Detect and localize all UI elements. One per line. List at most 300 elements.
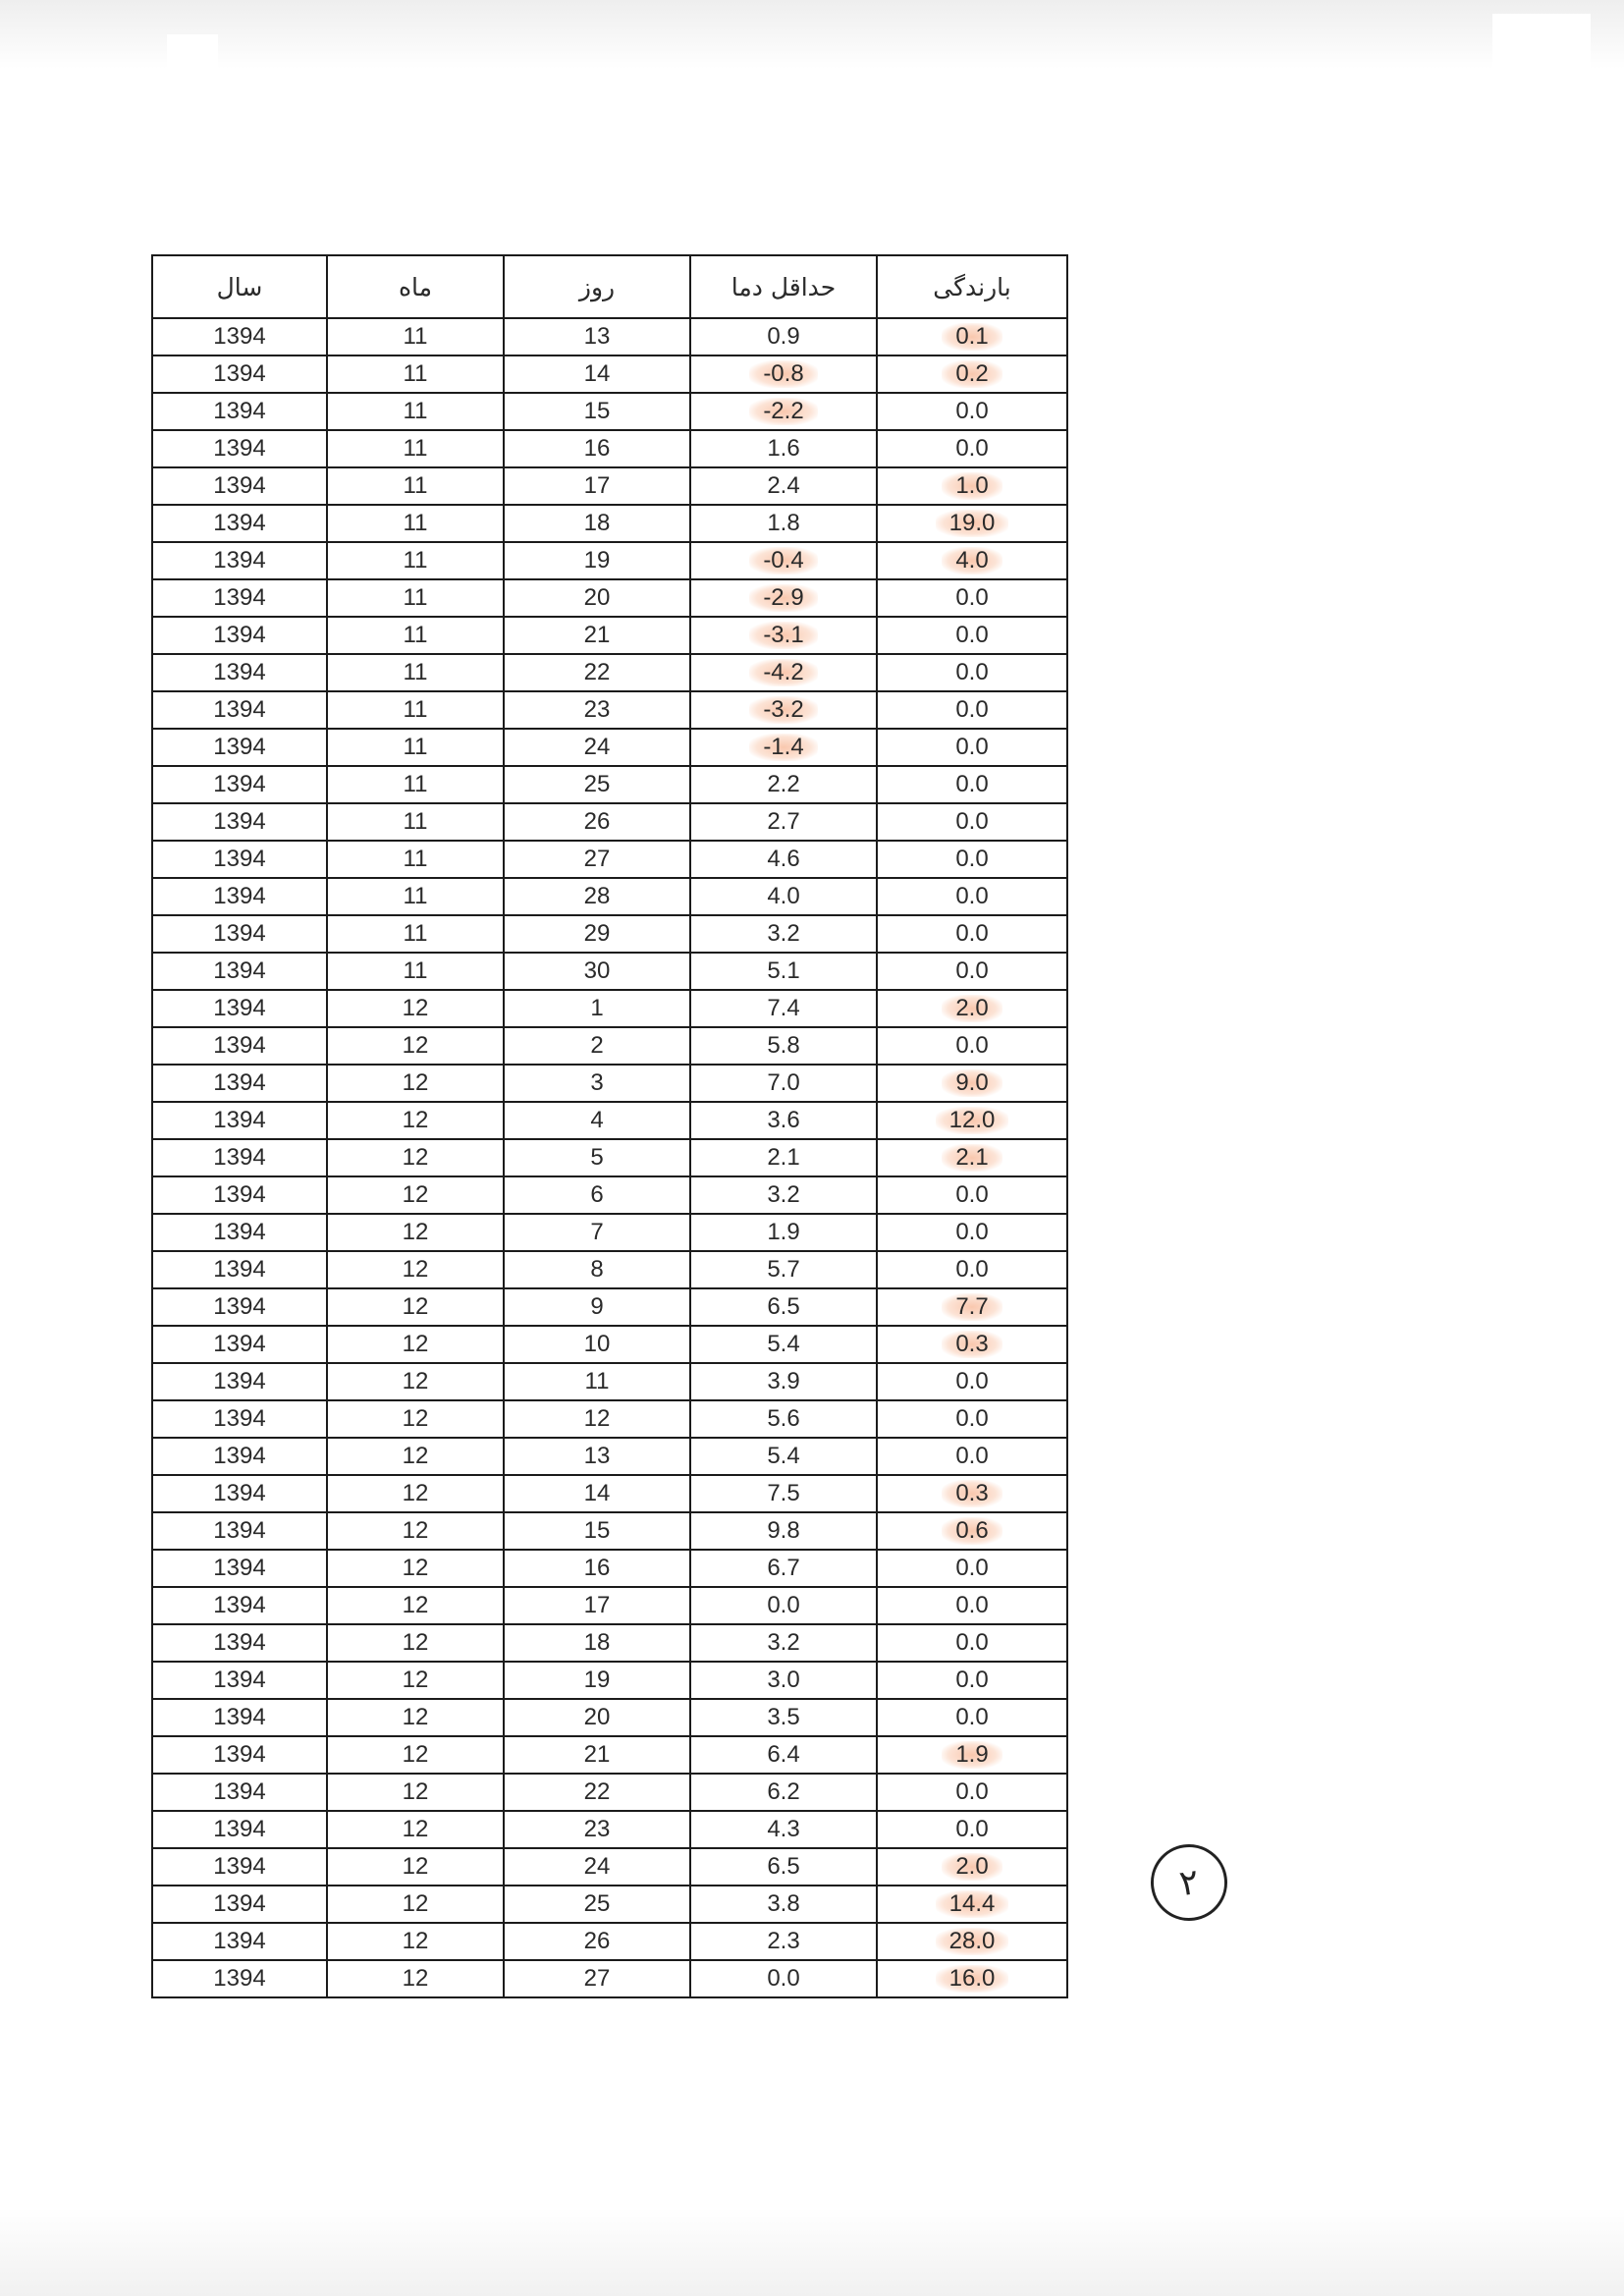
cell-year	[152, 579, 327, 617]
cell-day-value: 15	[583, 398, 611, 424]
cell-precipitation-value: 0.0	[955, 1032, 989, 1059]
cell-day	[504, 1475, 690, 1512]
cell-day-value: 26	[583, 1928, 611, 1954]
cell-day-value: 3	[590, 1069, 604, 1096]
cell-month	[327, 542, 504, 579]
cell-month-value: 12	[402, 1293, 429, 1320]
cell-day	[504, 990, 690, 1027]
cell-min-temperature-value: 5.1	[767, 957, 800, 984]
cell-day-value: 18	[583, 1629, 611, 1656]
cell-month-value: 12	[402, 1965, 429, 1992]
cell-year-value: 1394	[213, 510, 266, 536]
table-row	[152, 318, 1067, 355]
table-row	[152, 1624, 1067, 1662]
cell-min-temperature	[690, 430, 877, 467]
cell-month-value: 12	[402, 1144, 429, 1171]
cell-min-temperature-value: 5.4	[767, 1443, 800, 1469]
cell-precipitation-value: 0.3	[942, 1480, 1001, 1507]
cell-precipitation	[877, 1960, 1067, 1997]
cell-month	[327, 691, 504, 729]
cell-min-temperature-value: 6.5	[767, 1293, 800, 1320]
cell-day-value: 26	[583, 808, 611, 835]
cell-month-value: 12	[402, 1517, 429, 1544]
cell-precipitation-value: 0.0	[955, 1667, 989, 1693]
cell-day-value: 9	[590, 1293, 604, 1320]
cell-precipitation-value: 0.0	[955, 435, 989, 462]
cell-year-value: 1394	[213, 696, 266, 723]
cell-year-value: 1394	[213, 1629, 266, 1656]
cell-min-temperature	[690, 953, 877, 990]
header-year: سال	[152, 255, 327, 318]
table-row	[152, 1176, 1067, 1214]
cell-precipitation	[877, 505, 1067, 542]
cell-min-temperature-value: 5.8	[767, 1032, 800, 1059]
cell-min-temperature	[690, 542, 877, 579]
table-row	[152, 505, 1067, 542]
cell-min-temperature-value: 3.6	[767, 1107, 800, 1133]
table-row	[152, 1886, 1067, 1923]
cell-month	[327, 990, 504, 1027]
cell-min-temperature	[690, 1326, 877, 1363]
cell-min-temperature	[690, 355, 877, 393]
cell-day	[504, 1288, 690, 1326]
cell-year	[152, 1512, 327, 1550]
cell-day	[504, 1662, 690, 1699]
cell-month	[327, 393, 504, 430]
cell-min-temperature	[690, 1736, 877, 1774]
cell-min-temperature	[690, 1699, 877, 1736]
table-row	[152, 393, 1067, 430]
cell-precipitation-value: 0.0	[955, 920, 989, 947]
table-row	[152, 1475, 1067, 1512]
cell-year	[152, 1251, 327, 1288]
cell-min-temperature	[690, 1960, 877, 1997]
cell-precipitation	[877, 1624, 1067, 1662]
cell-month-value: 11	[403, 846, 428, 872]
table-row	[152, 1923, 1067, 1960]
cell-month	[327, 1363, 504, 1400]
cell-precipitation	[877, 1251, 1067, 1288]
table-row	[152, 1102, 1067, 1139]
cell-day	[504, 654, 690, 691]
cell-day-value: 27	[583, 846, 611, 872]
cell-precipitation-value: 0.0	[955, 846, 989, 872]
cell-min-temperature	[690, 1662, 877, 1699]
cell-year-value: 1394	[213, 808, 266, 835]
cell-day	[504, 1848, 690, 1886]
cell-year	[152, 1736, 327, 1774]
cell-year	[152, 505, 327, 542]
cell-day-value: 4	[590, 1107, 604, 1133]
cell-precipitation-value: 2.0	[942, 995, 1001, 1022]
cell-year	[152, 654, 327, 691]
cell-month-value: 11	[403, 771, 428, 797]
cell-year-value: 1394	[213, 1592, 266, 1618]
cell-precipitation-value: 0.3	[942, 1331, 1001, 1358]
cell-day-value: 23	[583, 1816, 611, 1842]
cell-day-value: 22	[583, 659, 611, 685]
cell-day	[504, 915, 690, 953]
cell-year-value: 1394	[213, 1107, 266, 1133]
cell-precipitation-value: 0.0	[955, 1704, 989, 1730]
cell-precipitation	[877, 841, 1067, 878]
cell-year	[152, 1662, 327, 1699]
table-row	[152, 1027, 1067, 1065]
cell-min-temperature	[690, 1886, 877, 1923]
cell-month	[327, 1102, 504, 1139]
cell-precipitation-value: 0.0	[955, 1555, 989, 1581]
header-precipitation: بارندگی	[877, 255, 1067, 318]
cell-precipitation-value: 0.0	[955, 1405, 989, 1432]
header-day: روز	[504, 255, 690, 318]
cell-min-temperature	[690, 766, 877, 803]
cell-day-value: 28	[583, 883, 611, 909]
cell-day-value: 8	[590, 1256, 604, 1283]
table-row	[152, 953, 1067, 990]
cell-precipitation	[877, 430, 1067, 467]
cell-min-temperature	[690, 393, 877, 430]
cell-month	[327, 1923, 504, 1960]
cell-month	[327, 915, 504, 953]
cell-day-value: 23	[583, 696, 611, 723]
cell-precipitation	[877, 915, 1067, 953]
cell-min-temperature	[690, 1624, 877, 1662]
cell-precipitation-value: 0.0	[955, 398, 989, 424]
cell-precipitation	[877, 878, 1067, 915]
table-row	[152, 1811, 1067, 1848]
cell-year	[152, 915, 327, 953]
cell-precipitation	[877, 579, 1067, 617]
cell-year-value: 1394	[213, 435, 266, 462]
cell-precipitation	[877, 1400, 1067, 1438]
cell-precipitation	[877, 1102, 1067, 1139]
cell-precipitation-value: 0.0	[955, 1629, 989, 1656]
cell-day	[504, 393, 690, 430]
cell-min-temperature	[690, 1065, 877, 1102]
cell-min-temperature	[690, 1214, 877, 1251]
cell-min-temperature	[690, 617, 877, 654]
cell-year-value: 1394	[213, 323, 266, 350]
cell-precipitation-value: 2.0	[942, 1853, 1001, 1881]
cell-precipitation-value: 9.0	[942, 1069, 1001, 1097]
header-month: ماه	[327, 255, 504, 318]
cell-min-temperature	[690, 915, 877, 953]
table-row	[152, 617, 1067, 654]
cell-month-value: 12	[402, 1405, 429, 1432]
cell-precipitation	[877, 990, 1067, 1027]
cell-year	[152, 1774, 327, 1811]
cell-year	[152, 1102, 327, 1139]
cell-day	[504, 1774, 690, 1811]
cell-day	[504, 766, 690, 803]
cell-min-temperature-value: 5.7	[767, 1256, 800, 1283]
cell-min-temperature-value: -2.9	[749, 584, 817, 612]
cell-precipitation	[877, 1065, 1067, 1102]
cell-month-value: 12	[402, 1443, 429, 1469]
cell-min-temperature-value: 5.6	[767, 1405, 800, 1432]
cell-precipitation	[877, 393, 1067, 430]
cell-day-value: 14	[583, 360, 611, 387]
cell-day-value: 12	[583, 1405, 611, 1432]
table-row	[152, 915, 1067, 953]
cell-min-temperature-value: 3.5	[767, 1704, 800, 1730]
cell-year-value: 1394	[213, 1256, 266, 1283]
cell-month	[327, 766, 504, 803]
cell-day	[504, 617, 690, 654]
cell-year	[152, 1848, 327, 1886]
cell-month-value: 11	[403, 435, 428, 462]
cell-day	[504, 1363, 690, 1400]
cell-day	[504, 579, 690, 617]
cell-month-value: 12	[402, 1256, 429, 1283]
cell-year-value: 1394	[213, 957, 266, 984]
cell-precipitation-value: 0.0	[955, 622, 989, 648]
cell-day-value: 27	[583, 1965, 611, 1992]
cell-month	[327, 878, 504, 915]
cell-day	[504, 542, 690, 579]
cell-month-value: 12	[402, 1853, 429, 1880]
cell-month-value: 12	[402, 1592, 429, 1618]
cell-min-temperature-value: 4.6	[767, 846, 800, 872]
cell-year-value: 1394	[213, 1405, 266, 1432]
cell-precipitation	[877, 1438, 1067, 1475]
cell-year-value: 1394	[213, 1443, 266, 1469]
header-min-temperature: حداقل دما	[690, 255, 877, 318]
cell-precipitation	[877, 1886, 1067, 1923]
cell-precipitation-value: 0.0	[955, 1181, 989, 1208]
cell-day-value: 19	[583, 1667, 611, 1693]
cell-year	[152, 393, 327, 430]
cell-year-value: 1394	[213, 547, 266, 574]
cell-year-value: 1394	[213, 1853, 266, 1880]
weather-data-table	[151, 254, 1068, 1998]
cell-month-value: 12	[402, 1928, 429, 1954]
cell-precipitation	[877, 1774, 1067, 1811]
cell-min-temperature-value: 6.7	[767, 1555, 800, 1581]
cell-precipitation-value: 0.0	[955, 734, 989, 760]
cell-year-value: 1394	[213, 1331, 266, 1357]
cell-year-value: 1394	[213, 995, 266, 1021]
table-header-row	[152, 255, 1067, 318]
cell-precipitation	[877, 729, 1067, 766]
cell-month-value: 12	[402, 1816, 429, 1842]
cell-day	[504, 1438, 690, 1475]
cell-min-temperature-value: 9.8	[767, 1517, 800, 1544]
cell-min-temperature	[690, 1139, 877, 1176]
cell-day-value: 13	[583, 1443, 611, 1469]
cell-month	[327, 1736, 504, 1774]
cell-year	[152, 1923, 327, 1960]
cell-month	[327, 430, 504, 467]
cell-min-temperature	[690, 1848, 877, 1886]
cell-precipitation	[877, 1923, 1067, 1960]
cell-min-temperature-value: 1.6	[767, 435, 800, 462]
cell-min-temperature-value: 2.7	[767, 808, 800, 835]
cell-min-temperature	[690, 505, 877, 542]
cell-min-temperature	[690, 1475, 877, 1512]
table-row	[152, 1363, 1067, 1400]
cell-year-value: 1394	[213, 1219, 266, 1245]
table-row	[152, 1587, 1067, 1624]
cell-precipitation	[877, 1326, 1067, 1363]
cell-day	[504, 878, 690, 915]
cell-precipitation-value: 14.4	[936, 1890, 1009, 1918]
cell-precipitation	[877, 355, 1067, 393]
cell-min-temperature	[690, 878, 877, 915]
cell-precipitation	[877, 1848, 1067, 1886]
table-row	[152, 729, 1067, 766]
cell-month-value: 11	[403, 920, 428, 947]
cell-year	[152, 1587, 327, 1624]
cell-month-value: 11	[403, 808, 428, 835]
cell-year-value: 1394	[213, 360, 266, 387]
cell-day-value: 11	[584, 1368, 610, 1394]
cell-month-value: 12	[402, 1032, 429, 1059]
cell-day	[504, 841, 690, 878]
cell-year-value: 1394	[213, 883, 266, 909]
cell-precipitation	[877, 1587, 1067, 1624]
cell-month-value: 12	[402, 1555, 429, 1581]
cell-month-value: 11	[403, 734, 428, 760]
cell-month-value: 11	[403, 360, 428, 387]
cell-day-value: 25	[583, 1890, 611, 1917]
cell-min-temperature-value: 7.0	[767, 1069, 800, 1096]
cell-month	[327, 1251, 504, 1288]
cell-year	[152, 1886, 327, 1923]
cell-day	[504, 505, 690, 542]
cell-min-temperature	[690, 990, 877, 1027]
cell-year	[152, 318, 327, 355]
cell-year	[152, 1475, 327, 1512]
cell-year	[152, 1550, 327, 1587]
cell-precipitation-value: 4.0	[942, 547, 1001, 574]
cell-min-temperature	[690, 579, 877, 617]
cell-month-value: 11	[403, 622, 428, 648]
cell-precipitation	[877, 542, 1067, 579]
cell-year	[152, 617, 327, 654]
cell-year-value: 1394	[213, 1890, 266, 1917]
cell-month-value: 11	[403, 398, 428, 424]
cell-day-value: 19	[583, 547, 611, 574]
cell-year-value: 1394	[213, 1741, 266, 1768]
cell-year-value: 1394	[213, 1704, 266, 1730]
cell-min-temperature	[690, 1587, 877, 1624]
cell-min-temperature-value: -3.1	[749, 622, 817, 649]
cell-precipitation	[877, 1288, 1067, 1326]
cell-year	[152, 1363, 327, 1400]
cell-month-value: 12	[402, 1069, 429, 1096]
cell-month	[327, 841, 504, 878]
cell-min-temperature-value: 2.2	[767, 771, 800, 797]
cell-year-value: 1394	[213, 771, 266, 797]
cell-min-temperature	[690, 1438, 877, 1475]
cell-precipitation	[877, 1139, 1067, 1176]
cell-min-temperature-value: 7.4	[767, 995, 800, 1021]
cell-month	[327, 1475, 504, 1512]
cell-month-value: 12	[402, 1741, 429, 1768]
cell-month-value: 11	[403, 472, 428, 499]
cell-year	[152, 729, 327, 766]
cell-month-value: 12	[402, 1219, 429, 1245]
cell-min-temperature	[690, 1102, 877, 1139]
cell-min-temperature	[690, 1363, 877, 1400]
cell-month-value: 12	[402, 1107, 429, 1133]
cell-year-value: 1394	[213, 1517, 266, 1544]
cell-month	[327, 1699, 504, 1736]
cell-month	[327, 579, 504, 617]
cell-day-value: 21	[583, 1741, 611, 1768]
cell-month	[327, 1624, 504, 1662]
cell-day	[504, 467, 690, 505]
table-row	[152, 1065, 1067, 1102]
cell-day-value: 14	[583, 1480, 611, 1506]
cell-month	[327, 1176, 504, 1214]
cell-year	[152, 1214, 327, 1251]
cell-precipitation-value: 1.0	[942, 472, 1001, 500]
cell-precipitation	[877, 617, 1067, 654]
cell-month	[327, 505, 504, 542]
cell-month-value: 12	[402, 1629, 429, 1656]
table-row	[152, 542, 1067, 579]
cell-min-temperature-value: 2.1	[767, 1144, 800, 1171]
table-row	[152, 1512, 1067, 1550]
cell-year	[152, 766, 327, 803]
cell-month-value: 12	[402, 1704, 429, 1730]
cell-year	[152, 990, 327, 1027]
cell-day	[504, 1923, 690, 1960]
scan-top-edge	[0, 0, 1624, 69]
cell-precipitation-value: 0.0	[955, 883, 989, 909]
cell-month	[327, 1139, 504, 1176]
cell-min-temperature-value: 3.8	[767, 1890, 800, 1917]
cell-min-temperature-value: 4.0	[767, 883, 800, 909]
table-row	[152, 355, 1067, 393]
cell-year	[152, 1139, 327, 1176]
cell-year	[152, 430, 327, 467]
table-row	[152, 579, 1067, 617]
cell-precipitation-value: 0.0	[955, 957, 989, 984]
cell-day	[504, 953, 690, 990]
cell-year	[152, 1176, 327, 1214]
table-row	[152, 1662, 1067, 1699]
cell-month-value: 11	[403, 584, 428, 611]
cell-day	[504, 1624, 690, 1662]
cell-month	[327, 1512, 504, 1550]
cell-precipitation	[877, 1811, 1067, 1848]
cell-min-temperature-value: 6.5	[767, 1853, 800, 1880]
page-number-circle: ۲	[1146, 1839, 1232, 1926]
cell-min-temperature	[690, 467, 877, 505]
cell-day-value: 16	[583, 435, 611, 462]
cell-year-value: 1394	[213, 584, 266, 611]
cell-day	[504, 729, 690, 766]
cell-precipitation-value: 0.0	[955, 1816, 989, 1842]
cell-day-value: 20	[583, 584, 611, 611]
cell-year	[152, 1288, 327, 1326]
cell-year-value: 1394	[213, 622, 266, 648]
cell-precipitation	[877, 318, 1067, 355]
cell-year-value: 1394	[213, 1667, 266, 1693]
cell-month-value: 11	[403, 883, 428, 909]
cell-month-value: 11	[403, 957, 428, 984]
cell-day-value: 22	[583, 1778, 611, 1805]
cell-precipitation-value: 12.0	[936, 1107, 1009, 1134]
cell-day-value: 18	[583, 510, 611, 536]
cell-year	[152, 467, 327, 505]
cell-day	[504, 1176, 690, 1214]
cell-min-temperature	[690, 841, 877, 878]
cell-precipitation	[877, 1214, 1067, 1251]
